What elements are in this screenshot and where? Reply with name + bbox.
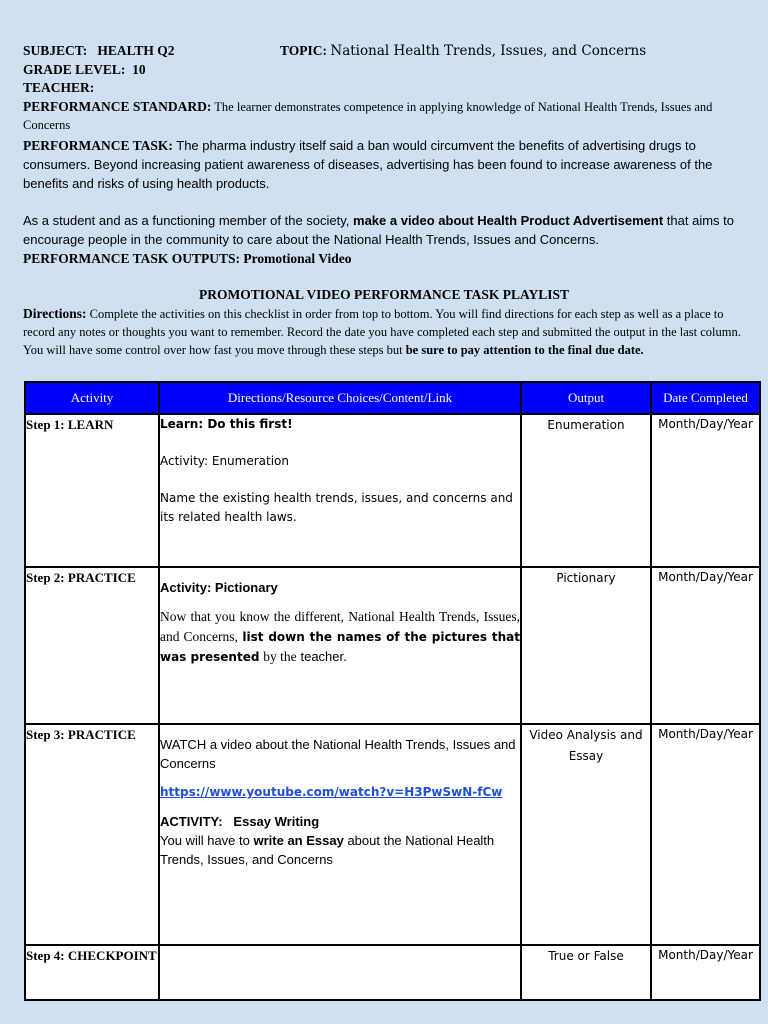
directions-cell <box>159 414 521 567</box>
table-row <box>25 567 760 724</box>
essay-instruction <box>160 831 520 869</box>
task-label: PERFORMANCE TASK: <box>23 138 173 153</box>
topic-value: National Health Trends, Issues, and Concerns <box>330 43 647 59</box>
essay-text-post: about the National Health Trends, Issues, and Concerns <box>160 833 495 867</box>
activity-pictionary: Activity: Pictionary <box>160 580 278 595</box>
directions-cell <box>159 724 521 945</box>
playlist-title: PROMOTIONAL VIDEO PERFORMANCE TASK PLAYLIST <box>198 287 570 302</box>
date-cell[interactable]: Month/Day/Year <box>651 567 760 724</box>
header-date-completed: Date Completed <box>651 382 760 414</box>
table-row <box>25 414 760 567</box>
essay-text-pre: You will have to <box>160 833 250 848</box>
outputs-line <box>23 250 352 268</box>
date-cell[interactable]: Month/Day/Year <box>651 945 760 1000</box>
student-text-pre: As a student and as a functioning member of the society, <box>23 213 350 228</box>
step-label: Step 1: LEARN <box>25 414 159 567</box>
student-text-bold: make a video about Health Product Advertisement <box>353 213 664 228</box>
student-text-post: that aims to encourage people in the community to care about the National Health Trends, Issues and Concerns. <box>23 213 734 247</box>
activity-essay: ACTIVITY: Essay Writing <box>160 814 320 829</box>
topic-label: TOPIC: <box>280 43 328 58</box>
video-link[interactable] <box>160 783 520 802</box>
output-cell: True or False <box>521 945 651 1000</box>
pictionary-text-mid: by the <box>263 649 297 664</box>
header-activity: Activity <box>25 382 159 414</box>
standard-label: PERFORMANCE STANDARD: <box>23 99 212 114</box>
grade-line <box>23 61 146 79</box>
date-cell[interactable]: Month/Day/Year <box>651 414 760 567</box>
video-link-text[interactable]: https://www.youtube.com/watch?v=H3PwSwN-fCw <box>160 785 503 799</box>
subject-value: HEALTH Q2 <box>97 43 175 58</box>
task-text: The pharma industry itself said a ban would circumvent the benefits of advertising drugs to consumers. Beyond increasing patient awareness of diseases, advertising has been found to increase awareness of the benefits and risks of using health products. <box>23 138 713 191</box>
subject-line <box>23 42 175 60</box>
subject-label: SUBJECT: <box>23 43 88 58</box>
table-header-row <box>25 382 760 414</box>
enumeration-instruction: Name the existing health trends, issues, and concerns and its related health laws. <box>160 491 513 524</box>
step-label: Step 3: PRACTICE <box>25 724 159 945</box>
directions-cell <box>159 945 521 1000</box>
standard-text: The learner demonstrates competence in applying knowledge of National Health Trends, Issues and Concerns <box>23 100 713 132</box>
grade-value: 10 <box>132 62 146 77</box>
directions-cell <box>159 567 521 724</box>
pictionary-text-post: teacher. <box>300 649 347 664</box>
date-cell[interactable]: Month/Day/Year <box>651 724 760 945</box>
directions-bold: be sure to pay attention to the final due date. <box>405 343 644 357</box>
output-cell: Video Analysis and Essay <box>521 724 651 945</box>
pictionary-instruction <box>160 607 520 667</box>
step-label: Step 2: PRACTICE <box>25 567 159 724</box>
output-cell: Pictionary <box>521 567 651 724</box>
directions-text: Complete the activities on this checklist in order from top to bottom. You will find directions for each step as well as a place to record any notes or thoughts you want to remember. Record the date you have completed each step and submitted the output in the last column. You will have some control over how fast you move through these steps but <box>23 307 741 357</box>
grade-label: GRADE LEVEL: <box>23 62 126 77</box>
outputs-label: PERFORMANCE TASK OUTPUTS: <box>23 251 241 266</box>
performance-standard <box>23 98 754 134</box>
pictionary-text-bold: list down the names of the pictures that was presented <box>160 630 520 664</box>
watch-video-text: WATCH a video about the National Health Trends, Issues and Concerns <box>160 737 516 771</box>
header-directions: Directions/Resource Choices/Content/Link <box>159 382 521 414</box>
table-row <box>25 945 760 1000</box>
learn-first-text: Learn: Do this first! <box>160 417 293 431</box>
table-row <box>25 724 760 945</box>
performance-task <box>23 136 754 193</box>
playlist-table <box>24 381 761 1001</box>
output-cell: Enumeration <box>521 414 651 567</box>
teacher-label: TEACHER: <box>23 80 95 95</box>
teacher-line <box>23 79 94 97</box>
pictionary-text-pre: Now that you know the different, National Health Trends, Issues, and Concerns, <box>160 609 520 644</box>
directions <box>23 305 754 359</box>
activity-enumeration: Activity: Enumeration <box>160 454 289 468</box>
step-label: Step 4: CHECKPOINT <box>25 945 159 1000</box>
topic-line <box>280 42 646 60</box>
outputs-value: Promotional Video <box>243 251 352 266</box>
student-instruction <box>23 211 754 249</box>
essay-text-bold: write an Essay <box>253 833 344 848</box>
directions-label: Directions: <box>23 306 87 321</box>
header-output: Output <box>521 382 651 414</box>
